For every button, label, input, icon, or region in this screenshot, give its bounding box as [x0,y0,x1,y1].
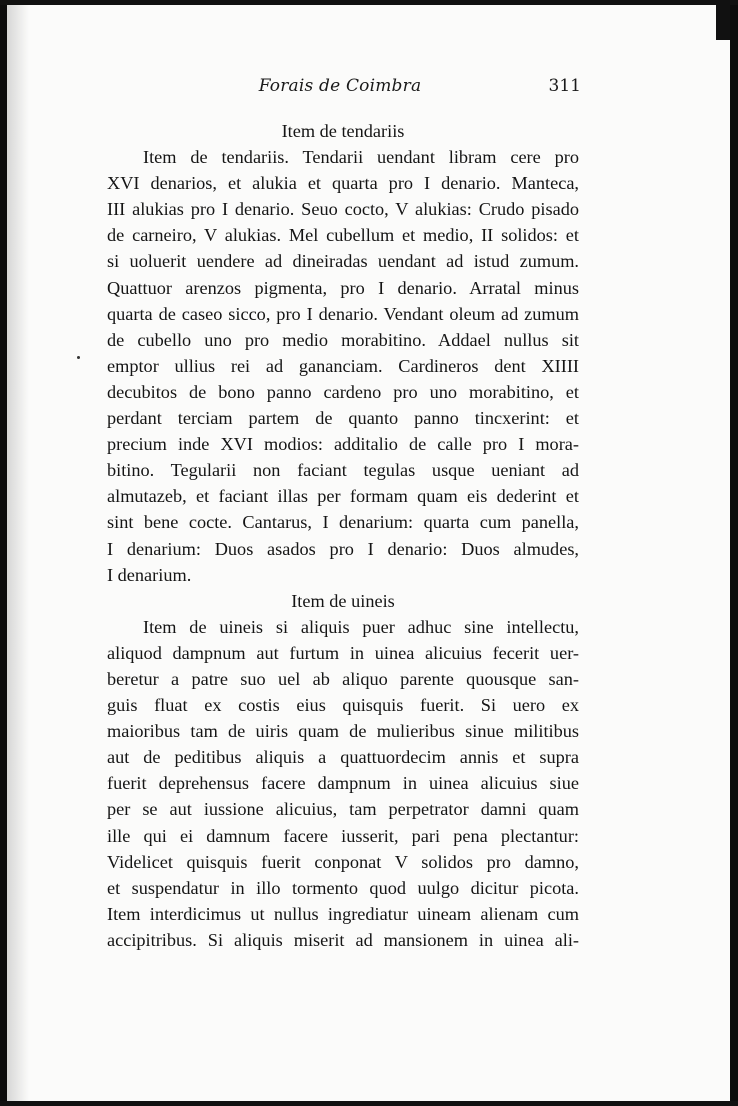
text-line: de cubello uno pro medio morabitino. Addael nullus sit [107,329,579,350]
text-line: almutazeb, et faciant illas per formam quam eis dederint et [107,486,579,507]
scan-border-notch [716,0,730,40]
text-line: de carneiro, V alukias. Mel cubellum et medio, II solidos: et [107,225,579,246]
scan-border-left [0,0,7,1106]
page-header [0,76,738,104]
text-line: Item de tendariis. Tendarii uendant libram cere pro [143,147,579,168]
text-line: XVI denarios, et alukia et quarta pro I denario. Manteca, [107,173,579,194]
text-line: perdant terciam partem de quanto panno tincxerint: et [107,408,579,429]
text-line: Videlicet quisquis fuerit conponat V solidos pro damno, [107,851,579,872]
section-heading-uineis: Item de uineis [291,590,395,611]
text-line: per se aut iussione alicuius, tam perpetrator damni quam [107,799,579,820]
text-line: accipitribus. Si aliquis miserit ad mansionem in uinea ali- [107,929,579,950]
scan-border-bottom [0,1101,738,1106]
text-line: sint bene cocte. Cantarus, I denarium: quarta cum panella, [107,512,579,533]
text-line: Item interdicimus ut nullus ingrediatur uineam alienam cum [107,903,579,924]
text-line: Item de uineis si aliquis puer adhuc sine intellectu, [143,616,579,637]
text-line: I denarium. [107,564,192,585]
text-line: guis fluat ex costis eius quisquis fuerit. Si uero ex [107,695,579,716]
text-line: quarta de caseo sicco, pro I denario. Vendant oleum ad zumum [107,303,579,324]
text-line: ille qui ei damnum facere iusserit, pari pena plectantur: [107,825,579,846]
body-text [107,118,579,953]
text-line: fuerit deprehensus facere dampnum in uinea alicuius siue [107,773,579,794]
text-line: si uoluerit uendere ad dineiradas uendant ad istud zumum. [107,251,579,272]
text-line: emptor ullius rei ad gananciam. Cardineros dent XIIII [107,355,579,376]
text-line: Quattuor arenzos pigmenta, pro I denario. Arratal minus [107,277,579,298]
page-number: 311 [548,76,581,96]
text-line: precium inde XVI modios: additalio de calle pro I mora- [107,434,579,455]
text-line: et suspendatur in illo tormento quod uulgo dicitur picota. [107,877,579,898]
text-line: aut de peditibus aliquis a quattuordecim annis et supra [107,747,579,768]
scan-border-right [730,0,738,1106]
text-line: beretur a patre suo uel ab aliquo parente quousque san- [107,668,579,689]
text-line: aliquod dampnum aut furtum in uinea alicuius fecerit uer- [107,642,579,663]
ink-speck [77,356,80,359]
running-title: Forais de Coimbra [258,76,422,96]
text-line: maioribus tam de uiris quam de mulieribus sinue militibus [107,721,579,742]
text-line: I denarium: Duos asados pro I denario: Duos almudes, [107,538,579,559]
scan-border-top [0,0,738,5]
text-line: bitino. Tegularii non faciant tegulas usque ueniant ad [107,460,579,481]
section-heading-tendariis: Item de tendariis [281,121,405,141]
gutter-shadow [7,0,29,1106]
text-line: III alukias pro I denario. Seuo cocto, V alukias: Crudo pisado [107,199,579,220]
text-line: decubitos de bono panno cardeno pro uno morabitino, et [107,381,579,402]
